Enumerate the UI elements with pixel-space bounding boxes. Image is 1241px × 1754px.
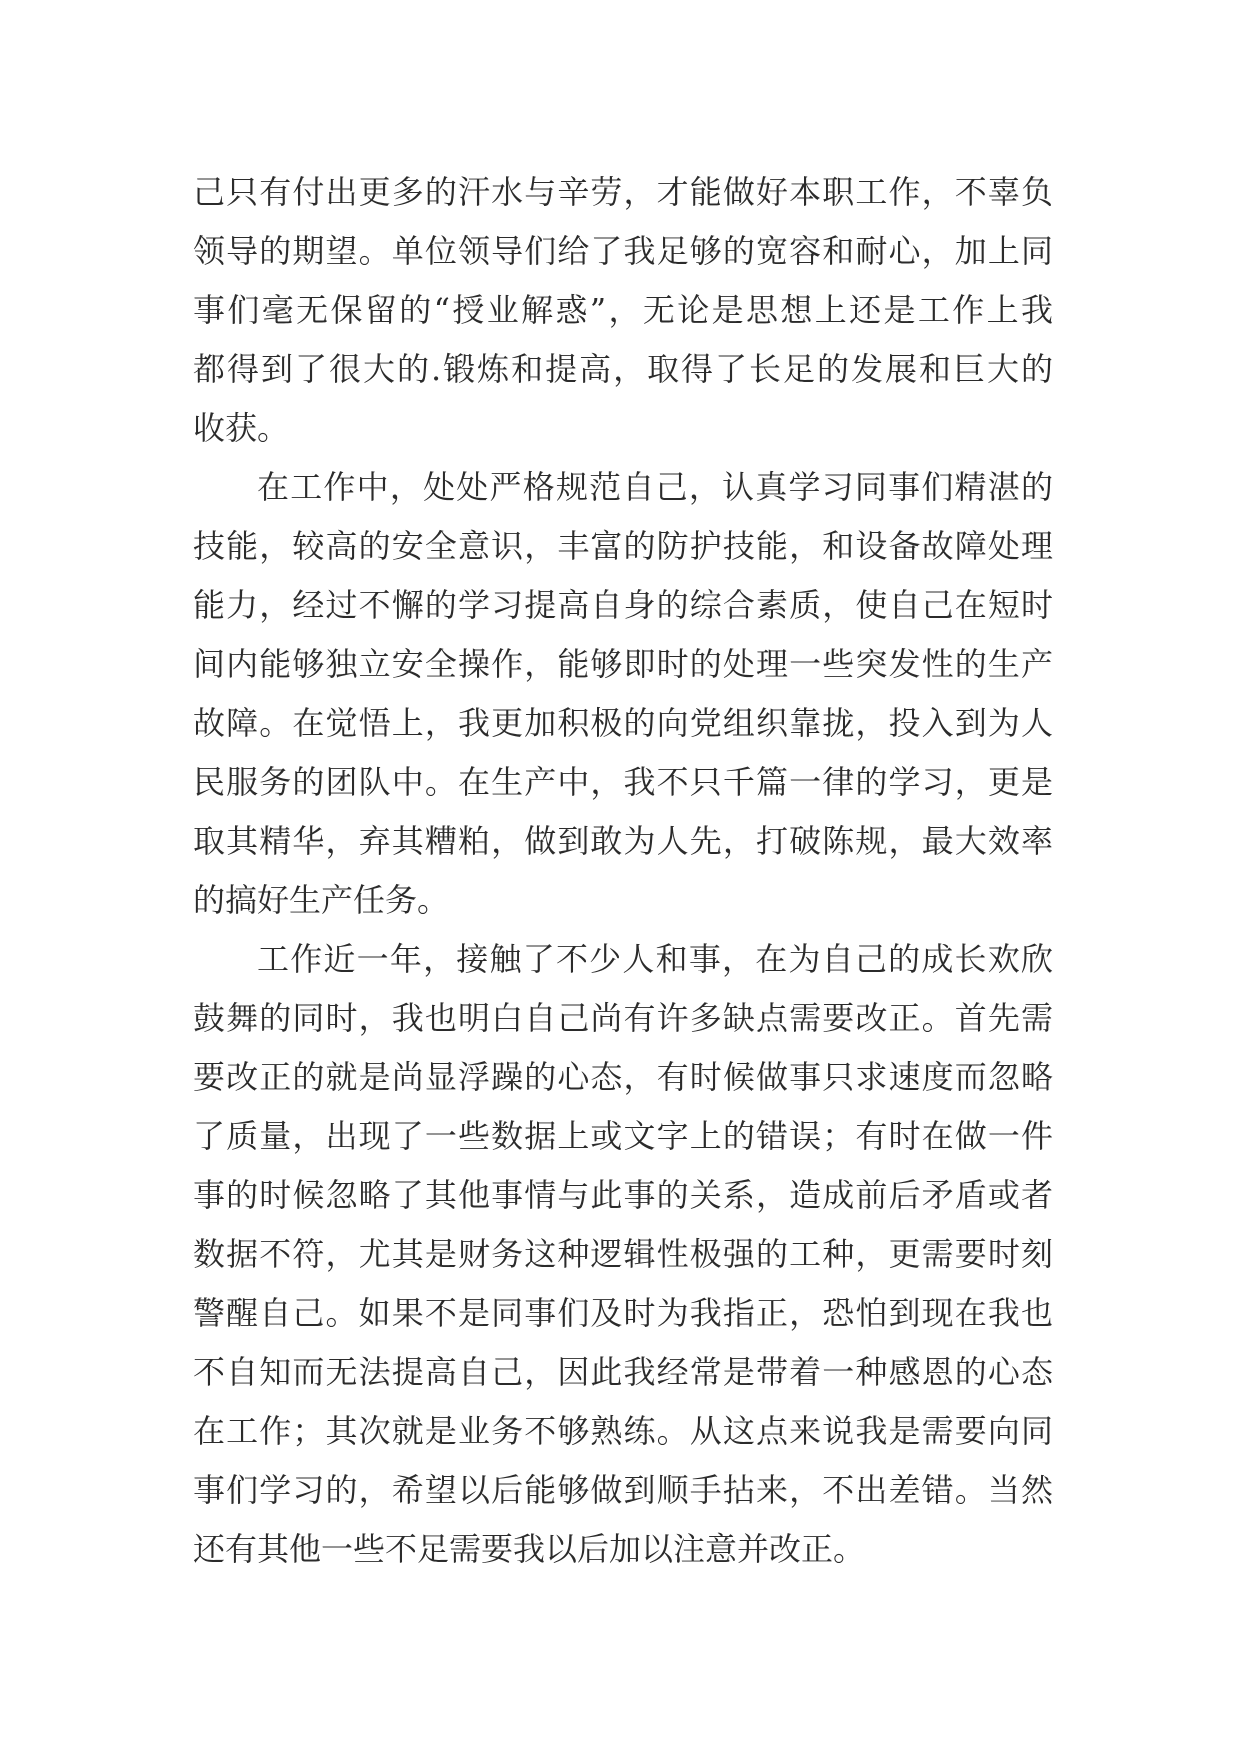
text-line: 收获。 (193, 409, 290, 447)
text-line: 己只有付出更多的汗水与辛劳，才能做好本职工作，不辜负 (193, 173, 1053, 211)
text-line: 还有其他一些不足需要我以后加以注意并改正。 (193, 1530, 866, 1568)
text-line: 在工作中，处处严格规范自己，认真学习同事们精湛的 (257, 468, 1053, 506)
document-body (193, 163, 1053, 1579)
paragraph (193, 458, 1053, 930)
text-line: 在工作；其次就是业务不够熟练。从这点来说我是需要向同 (193, 1412, 1053, 1450)
text-line: 领导的期望。单位领导们给了我足够的宽容和耐心，加上同 (193, 232, 1053, 270)
text-line: 的搞好生产任务。 (193, 881, 450, 919)
paragraph (193, 930, 1053, 1579)
text-line: 警醒自己。如果不是同事们及时为我指正，恐怕到现在我也 (193, 1294, 1053, 1332)
text-line: 都得到了很大的.锻炼和提高，取得了长足的发展和巨大的 (193, 350, 1053, 388)
text-line: 技能，较高的安全意识，丰富的防护技能，和设备故障处理 (193, 527, 1053, 565)
text-line: 了质量，出现了一些数据上或文字上的错误；有时在做一件 (193, 1117, 1053, 1155)
text-line: 取其精华，弃其糟粕，做到敢为人先，打破陈规，最大效率 (193, 822, 1053, 860)
text-line: 不自知而无法提高自己，因此我经常是带着一种感恩的心态 (193, 1353, 1053, 1391)
text-line: 鼓舞的同时，我也明白自己尚有许多缺点需要改正。首先需 (193, 999, 1053, 1037)
text-line: 事们毫无保留的“授业解惑”，无论是思想上还是工作上我 (193, 291, 1053, 329)
text-line: 要改正的就是尚显浮躁的心态，有时候做事只求速度而忽略 (193, 1058, 1053, 1096)
text-line: 间内能够独立安全操作，能够即时的处理一些突发性的生产 (193, 645, 1053, 683)
text-line: 事的时候忽略了其他事情与此事的关系，造成前后矛盾或者 (193, 1176, 1053, 1214)
text-line: 工作近一年，接触了不少人和事，在为自己的成长欢欣 (257, 940, 1053, 978)
text-line: 故障。在觉悟上，我更加积极的向党组织靠拢，投入到为人 (193, 704, 1053, 742)
paragraph (193, 163, 1053, 458)
text-line: 民服务的团队中。在生产中，我不只千篇一律的学习，更是 (193, 763, 1053, 801)
text-line: 能力，经过不懈的学习提高自身的综合素质，使自己在短时 (193, 586, 1053, 624)
text-line: 数据不符，尤其是财务这种逻辑性极强的工种，更需要时刻 (193, 1235, 1053, 1273)
text-line: 事们学习的，希望以后能够做到顺手拈来，不出差错。当然 (193, 1471, 1053, 1509)
